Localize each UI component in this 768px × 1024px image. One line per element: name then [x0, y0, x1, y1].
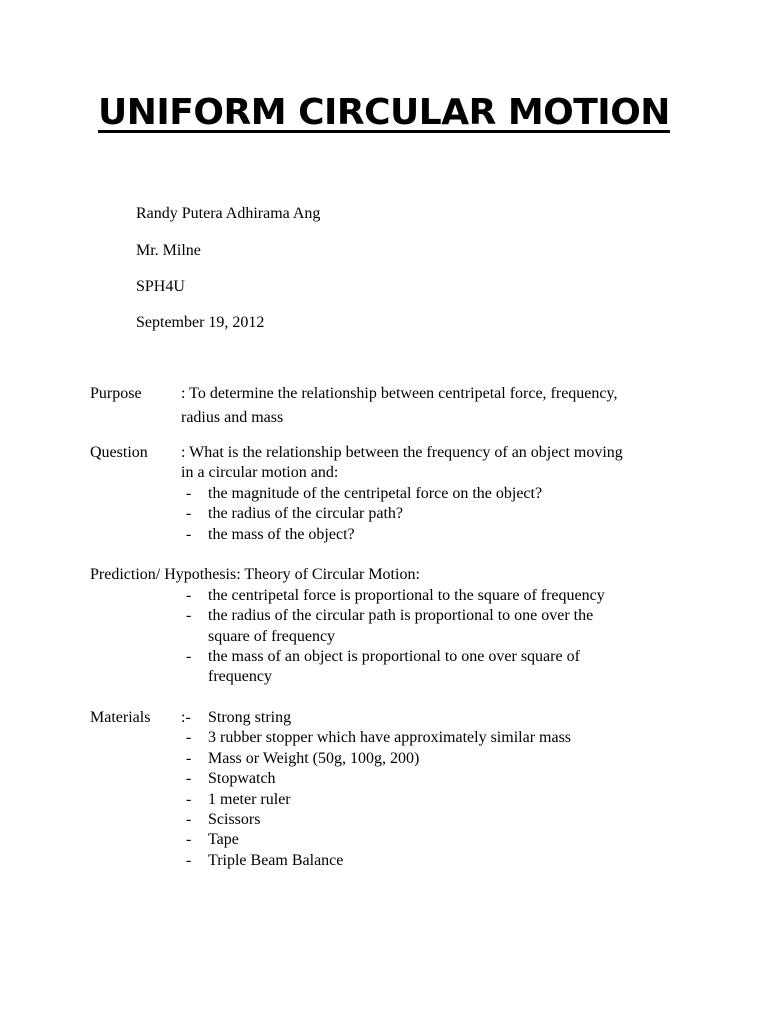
materials-label: Materials [90, 709, 151, 726]
prediction-item: the centripetal force is proportional to the square of frequency [208, 587, 605, 604]
prediction-heading: Prediction/ Hypothesis: Theory of Circular Motion: [90, 566, 420, 583]
bullet-dash: - [186, 729, 192, 746]
purpose-label: Purpose [90, 385, 142, 402]
materials-item: Scissors [208, 811, 261, 828]
materials-item: 3 rubber stopper which have approximately similar mass [208, 729, 572, 746]
question-item: the radius of the circular path? [208, 505, 404, 522]
bullet-dash: - [186, 607, 192, 624]
materials-item: Triple Beam Balance [208, 852, 344, 869]
bullet-dash: - [186, 648, 192, 665]
bullet-dash: - [186, 770, 192, 787]
bullet-dash: - [186, 791, 192, 808]
bullet-dash: - [186, 485, 192, 502]
prediction-item-continued: frequency [208, 668, 272, 685]
question-label: Question [90, 444, 148, 461]
bullet-dash: - [186, 811, 192, 828]
report-date: September 19, 2012 [136, 314, 265, 331]
question-text-line2: in a circular motion and: [181, 464, 339, 481]
prediction-item: the mass of an object is proportional to one over square of [208, 648, 580, 665]
bullet-dash: - [186, 831, 192, 848]
materials-item: 1 meter ruler [208, 791, 291, 808]
prediction-item-continued: square of frequency [208, 628, 336, 645]
question-item: the mass of the object? [208, 526, 355, 543]
document-title: UNIFORM CIRCULAR MOTION [98, 92, 670, 133]
bullet-dash: - [186, 526, 192, 543]
bullet-dash: - [186, 587, 192, 604]
bullet-dash: - [186, 750, 192, 767]
author-name: Randy Putera Adhirama Ang [136, 205, 321, 222]
prediction-item: the radius of the circular path is proportional to one over the [208, 607, 594, 624]
materials-item: Tape [208, 831, 239, 848]
teacher-name: Mr. Milne [136, 242, 201, 259]
materials-item: Mass or Weight (50g, 100g, 200) [208, 750, 420, 767]
course-code: SPH4U [136, 278, 185, 295]
materials-item: Stopwatch [208, 770, 276, 787]
materials-item: Strong string [208, 709, 292, 726]
bullet-dash: - [186, 505, 192, 522]
purpose-text-line2: radius and mass [181, 409, 284, 426]
question-item: the magnitude of the centripetal force on the object? [208, 485, 543, 502]
question-text-line1: : What is the relationship between the frequency of an object moving [181, 444, 623, 461]
materials-separator: :- [181, 709, 191, 726]
purpose-text-line1: : To determine the relationship between centripetal force, frequency, [181, 385, 618, 402]
bullet-dash: - [186, 852, 192, 869]
